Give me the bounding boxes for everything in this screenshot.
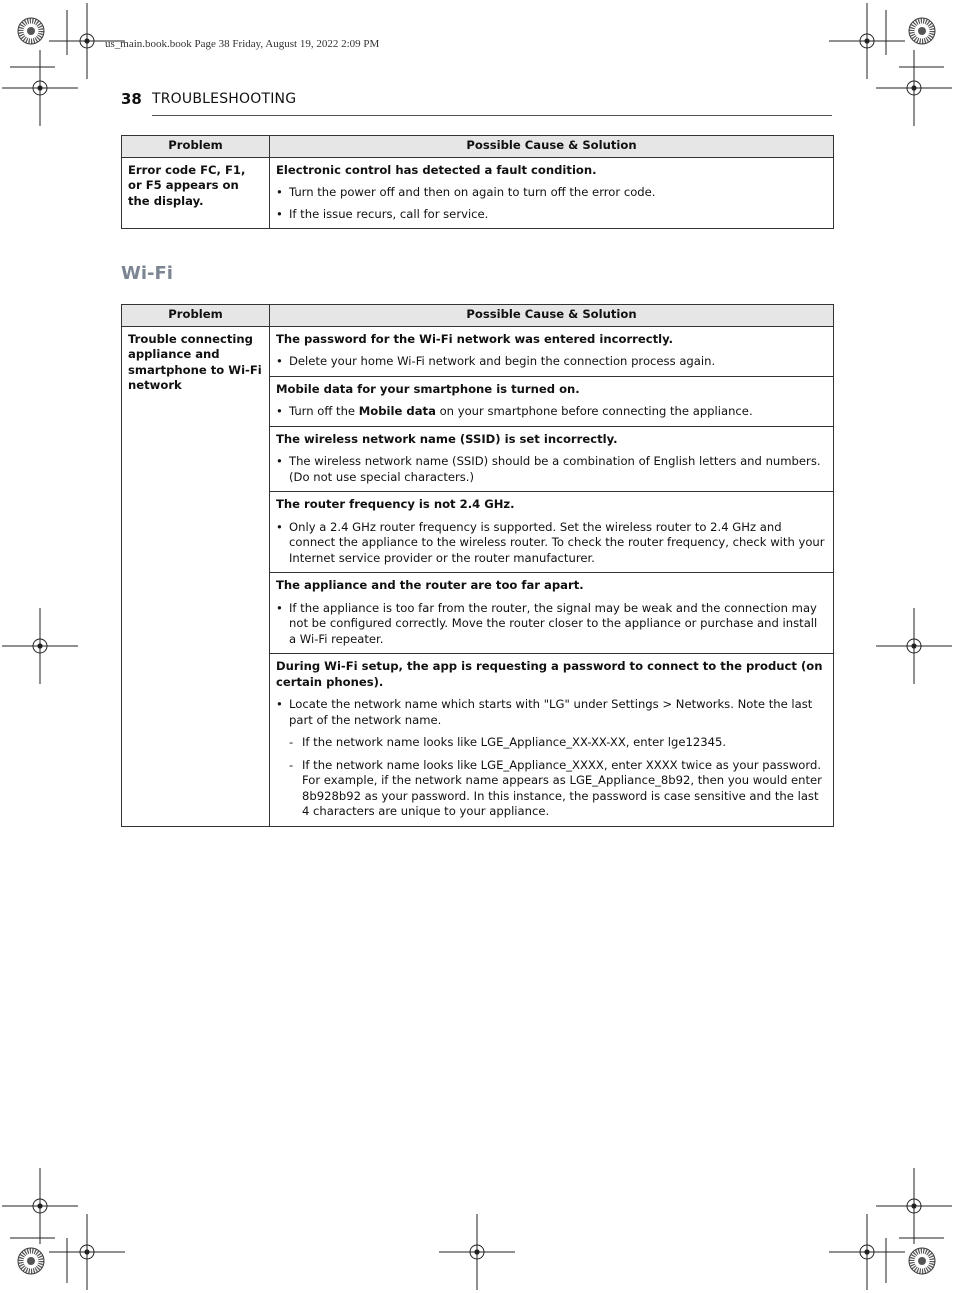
solution-cell: [270, 326, 834, 376]
column-header-problem: Problem: [122, 136, 270, 158]
cause-text: The router frequency is not 2.4 GHz.: [276, 497, 515, 511]
solution-cell: [270, 426, 834, 492]
table-header-row: [122, 305, 834, 327]
problem-cell: Trouble connecting appliance and smartphone to Wi-Fi network: [122, 326, 270, 826]
bullet-glyph: •: [276, 354, 283, 368]
bullet-glyph: •: [276, 600, 283, 615]
cause-text: Mobile data for your smartphone is turned on.: [276, 381, 580, 396]
section-heading-wifi: Wi-Fi: [121, 263, 173, 284]
table-header-row: [122, 136, 834, 158]
table-row: [122, 157, 834, 229]
solution-bullet: • Locate the network name which starts with "LG" under Settings > Networks. Note the last part of the network name. - If the network name looks like LGE_Appliance_XX-XX-XX, enter lge12345. - If the network name looks like LGE_Appliance_XXXX, enter XXXX twice as your password. For example, if the network name appears as LGE_Appliance_8b92, then you would enter 8b928b92 as your password. In this instance, the password is case sensitive and the last 4 characters are unique to your appliance.: [276, 697, 827, 820]
cause-text: During Wi-Fi setup, the app is requesting a password to connect to the product (on certain phones).: [276, 659, 823, 689]
bullet-glyph: •: [276, 185, 283, 199]
dash-glyph: -: [289, 757, 294, 772]
cause-text: The appliance and the router are too far apart.: [276, 578, 584, 592]
bullet-glyph: •: [276, 404, 283, 418]
solution-cell: [270, 376, 834, 426]
table-row: [122, 326, 834, 376]
header-rule: [152, 115, 832, 116]
column-header-solution: Possible Cause & Solution: [270, 305, 834, 327]
solution-bullet: • If the issue recurs, call for service.: [276, 206, 489, 221]
solution-cell: [270, 573, 834, 654]
solution-bullet: • Delete your home Wi-Fi network and begin the connection process again.: [276, 354, 716, 368]
error-code-table: [121, 135, 834, 229]
solution-cell: [270, 492, 834, 573]
bullet-glyph: •: [276, 206, 283, 221]
dash-glyph: -: [289, 735, 294, 749]
page-number: 38: [121, 90, 142, 108]
bullet-glyph: •: [276, 697, 283, 711]
print-slug: us_main.book.book Page 38 Friday, August 19, 2022 2:09 PM: [105, 38, 380, 50]
problem-cell: Error code FC, F1, or F5 appears on the display.: [122, 157, 270, 229]
mobile-data-term: Mobile data: [358, 404, 436, 418]
solution-sub-item: - If the network name looks like LGE_Appliance_XX-XX-XX, enter lge12345.: [289, 735, 727, 749]
solution-bullet: • Only a 2.4 GHz router frequency is supported. Set the wireless router to 2.4 GHz and connect the appliance to the wireless router. To check the router frequency, check with your Internet service provider or the router manufacturer.: [276, 519, 825, 565]
wifi-table: [121, 304, 834, 827]
solution-bullet: • The wireless network name (SSID) should be a combination of English letters and numbers. (Do not use special characters.): [276, 454, 821, 484]
column-header-problem: Problem: [122, 305, 270, 327]
cause-text: Electronic control has detected a fault condition.: [276, 162, 597, 177]
cause-text: The wireless network name (SSID) is set incorrectly.: [276, 431, 618, 446]
cause-text: The password for the Wi-Fi network was entered incorrectly.: [276, 331, 674, 346]
solution-cell: [270, 654, 834, 827]
bullet-glyph: •: [276, 519, 283, 534]
bullet-glyph: •: [276, 454, 283, 468]
solution-bullet: • Turn off the Mobile data on your smartphone before connecting the appliance.: [276, 404, 753, 418]
section-title: TROUBLESHOOTING: [152, 91, 297, 107]
solution-bullet: • If the appliance is too far from the router, the signal may be weak and the connection may not be configured correctly. Move the router closer to the appliance or purchase and install a Wi-Fi repeater.: [276, 600, 818, 646]
solution-sub-item: - If the network name looks like LGE_Appliance_XXXX, enter XXXX twice as your password. For example, if the network name appears as LGE_Appliance_8b92, then you would enter 8b928b92 as your password. In this instance, the password is case sensitive and the last 4 characters are unique to your appliance.: [289, 757, 822, 818]
column-header-solution: Possible Cause & Solution: [270, 136, 834, 158]
solution-bullet: • Turn the power off and then on again to turn off the error code.: [276, 185, 656, 199]
solution-cell: [270, 157, 834, 229]
